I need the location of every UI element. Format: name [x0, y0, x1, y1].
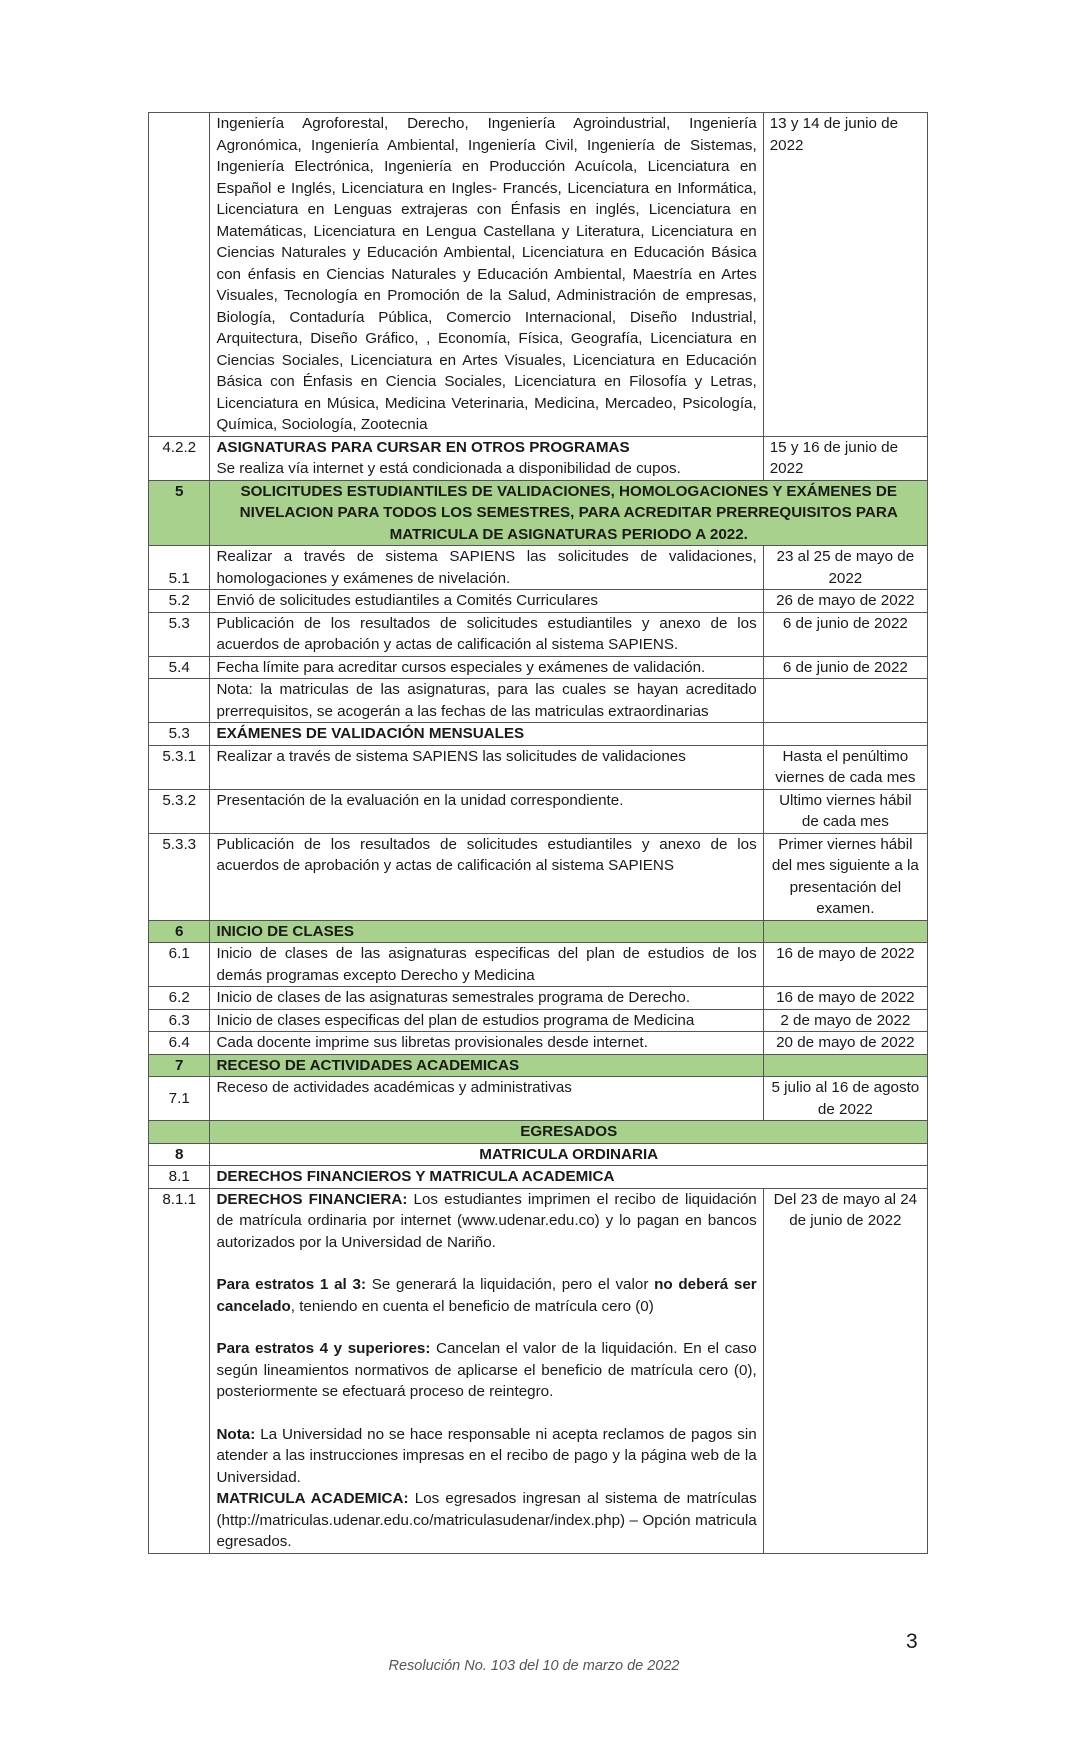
row-date: 5 julio al 16 de agosto de 2022 [763, 1077, 927, 1121]
paragraph: MATRICULA ACADEMICA: Los egresados ingresan al sistema de matrículas (http://matriculas.udenar.edu.co/matriculasudenar/index.php) – Opción matricula egresados. [216, 1490, 757, 1550]
row-text: Publicación de los resultados de solicitudes estudiantiles y anexo de los acuerdos de aprobación y actas de calificación al sistema SAPIENS [210, 833, 763, 920]
row-date: Ultimo viernes hábil de cada mes [763, 789, 927, 833]
section-header-row [149, 920, 928, 943]
paragraph: Para estratos 4 y superiores: Cancelan el valor de la liquidación. En el caso según lineamientos normativos de aplicarse el beneficio de matrícula cero (0), posteriormente se efectuará proceso de reintegro. [216, 1340, 757, 1400]
row-number: 6.2 [149, 987, 210, 1010]
row-text: Inicio de clases de las asignaturas especificas del plan de estudios de los demás programas excepto Derecho y Medicina [210, 943, 763, 987]
row-text [210, 1188, 763, 1553]
row-number: 6.3 [149, 1009, 210, 1032]
table-row [149, 943, 928, 987]
row-number: 5.3.3 [149, 833, 210, 920]
table-row [149, 1166, 928, 1189]
section-title: INICIO DE CLASES [210, 920, 763, 943]
row-text: Se realiza vía internet y está condicionada a disponibilidad de cupos. [216, 460, 681, 477]
table-row [149, 679, 928, 723]
section-header-row [149, 1054, 928, 1077]
section-number: 6 [149, 920, 210, 943]
row-number: 5.3 [149, 723, 210, 746]
table-row [149, 656, 928, 679]
table-row [149, 436, 928, 480]
row-date [763, 679, 927, 723]
table-row [149, 745, 928, 789]
row-text: Cada docente imprime sus libretas provisionales desde internet. [210, 1032, 763, 1055]
row-text: Fecha límite para acreditar cursos especiales y exámenes de validación. [210, 656, 763, 679]
row-date: 16 de mayo de 2022 [763, 987, 927, 1010]
table-row [149, 546, 928, 590]
page-number: 3 [906, 1630, 918, 1653]
table-row [149, 723, 928, 746]
calendar-table [148, 112, 928, 1554]
row-date: 20 de mayo de 2022 [763, 1032, 927, 1055]
table-row [149, 113, 928, 437]
section-header-row [149, 1121, 928, 1144]
row-number: 5.4 [149, 656, 210, 679]
row-date: 2 de mayo de 2022 [763, 1009, 927, 1032]
row-date: Del 23 de mayo al 24 de junio de 2022 [763, 1188, 927, 1553]
row-text: Realizar a través de sistema SAPIENS las solicitudes de validaciones [210, 745, 763, 789]
table-row [149, 1009, 928, 1032]
row-number [149, 679, 210, 723]
row-number: 5.2 [149, 590, 210, 613]
row-title: DERECHOS FINANCIEROS Y MATRICULA ACADEMICA [210, 1166, 928, 1189]
table-row [149, 833, 928, 920]
table-row [149, 789, 928, 833]
row-title: MATRICULA ORDINARIA [210, 1143, 928, 1166]
table-row [149, 590, 928, 613]
row-number [149, 113, 210, 437]
footer-resolution: Resolución No. 103 del 10 de marzo de 2022 [388, 1658, 680, 1674]
paragraph: Nota: La Universidad no se hace responsable ni acepta reclamos de pagos sin atender a las instrucciones impresas en el recibo de pago y la página web de la Universidad. [216, 1425, 757, 1486]
row-number: 7.1 [149, 1077, 210, 1121]
row-date: Primer viernes hábil del mes siguiente a la presentación del examen. [763, 833, 927, 920]
row-date: 23 al 25 de mayo de 2022 [763, 546, 927, 590]
table-row [149, 1143, 928, 1166]
row-text: Presentación de la evaluación en la unidad correspondiente. [210, 789, 763, 833]
row-date: 26 de mayo de 2022 [763, 590, 927, 613]
paragraph: Para estratos 1 al 3: Se generará la liquidación, pero el valor no deberá ser cancelado, teniendo en cuenta el beneficio de matrícula cero (0) [216, 1276, 757, 1315]
row-number: 5.3 [149, 612, 210, 656]
section-header-row [149, 480, 928, 546]
row-text: Inicio de clases de las asignaturas semestrales programa de Derecho. [210, 987, 763, 1010]
row-number: 5.3.1 [149, 745, 210, 789]
row-title: EXÁMENES DE VALIDACIÓN MENSUALES [210, 723, 763, 746]
row-date: 16 de mayo de 2022 [763, 943, 927, 987]
section-title: SOLICITUDES ESTUDIANTILES DE VALIDACIONES, HOMOLOGACIONES Y EXÁMENES DE NIVELACION PARA TODOS LOS SEMESTRES, PARA ACREDITAR PRERREQUISITOS PARA MATRICULA DE ASIGNATURAS PERIODO A 2022. [210, 480, 928, 546]
paragraph: DERECHOS FINANCIERA: Los estudiantes imprimen el recibo de liquidación de matrícula ordinaria por internet (www.udenar.edu.co) y lo pagan en bancos autorizados por la Universidad de Nariño. [216, 1190, 757, 1251]
programs-list: Ingeniería Agroforestal, Derecho, Ingeniería Agroindustrial, Ingeniería Agronómica, Ingeniería Ambiental, Ingeniería Civil, Ingeniería de Sistemas, Ingeniería Electrónica, Ingeniería en Producción Acuícola, Licenciatura en Español e Inglés, Licenciatura en Ingles- Francés, Licenciatura en Informática, Licenciatura en Lenguas extrajeras con Énfasis en inglés, Licenciatura en Matemáticas, Licenciatura en Lengua Castellana y Literatura, Licenciatura en Ciencias Naturales y Educación Ambiental, Licenciatura en Educación Básica con énfasis en Ciencias Naturales y Educación Ambiental, Maestría en Artes Visuales, Tecnología en Promoción de la Salud, Administración de empresas, Biología, Contaduría Pública, Comercio Internacional, Diseño Industrial, Arquitectura, Diseño Gráfico, , Economía, Física, Geografía, Licenciatura en Ciencias Sociales, Licenciatura en Artes Visuales, Licenciatura en Educación Básica con Énfasis en Ciencia Sociales, Licenciatura en Filosofía y Letras, Licenciatura en Música, Medicina Veterinaria, Medicina, Mercadeo, Psicología, Química, Sociología, Zootecnia [210, 113, 763, 437]
row-text: Receso de actividades académicas y administrativas [210, 1077, 763, 1121]
row-text: Realizar a través de sistema SAPIENS las solicitudes de validaciones, homologaciones y exámenes de nivelación. [210, 546, 763, 590]
row-date: 13 y 14 de junio de 2022 [763, 113, 927, 437]
row-number: 8.1 [149, 1166, 210, 1189]
row-number: 6.4 [149, 1032, 210, 1055]
section-number: 7 [149, 1054, 210, 1077]
table-row [149, 987, 928, 1010]
row-text: Inicio de clases especificas del plan de estudios programa de Medicina [210, 1009, 763, 1032]
row-title: ASIGNATURAS PARA CURSAR EN OTROS PROGRAMAS [216, 438, 630, 456]
section-number: 5 [149, 480, 210, 546]
row-number: 5.1 [149, 546, 210, 590]
row-number: 4.2.2 [149, 436, 210, 480]
section-title: RECESO DE ACTIVIDADES ACADEMICAS [210, 1054, 763, 1077]
row-number: 8 [149, 1143, 210, 1166]
table-row [149, 612, 928, 656]
section-title: EGRESADOS [210, 1121, 928, 1144]
row-text: Envió de solicitudes estudiantiles a Comités Curriculares [210, 590, 763, 613]
table-row [149, 1188, 928, 1553]
row-text: Publicación de los resultados de solicitudes estudiantiles y anexo de los acuerdos de aprobación y actas de calificación al sistema SAPIENS. [210, 612, 763, 656]
row-date: Hasta el penúltimo viernes de cada mes [763, 745, 927, 789]
table-row [149, 1077, 928, 1121]
row-date: 15 y 16 de junio de 2022 [763, 436, 927, 480]
row-number: 8.1.1 [149, 1188, 210, 1553]
row-date: 6 de junio de 2022 [763, 656, 927, 679]
row-date: 6 de junio de 2022 [763, 612, 927, 656]
row-note: Nota: la matriculas de las asignaturas, para las cuales se hayan acreditado prerrequisitos, se acogerán a las fechas de las matriculas extraordinarias [210, 679, 763, 723]
row-number: 6.1 [149, 943, 210, 987]
row-number: 5.3.2 [149, 789, 210, 833]
table-row [149, 1032, 928, 1055]
